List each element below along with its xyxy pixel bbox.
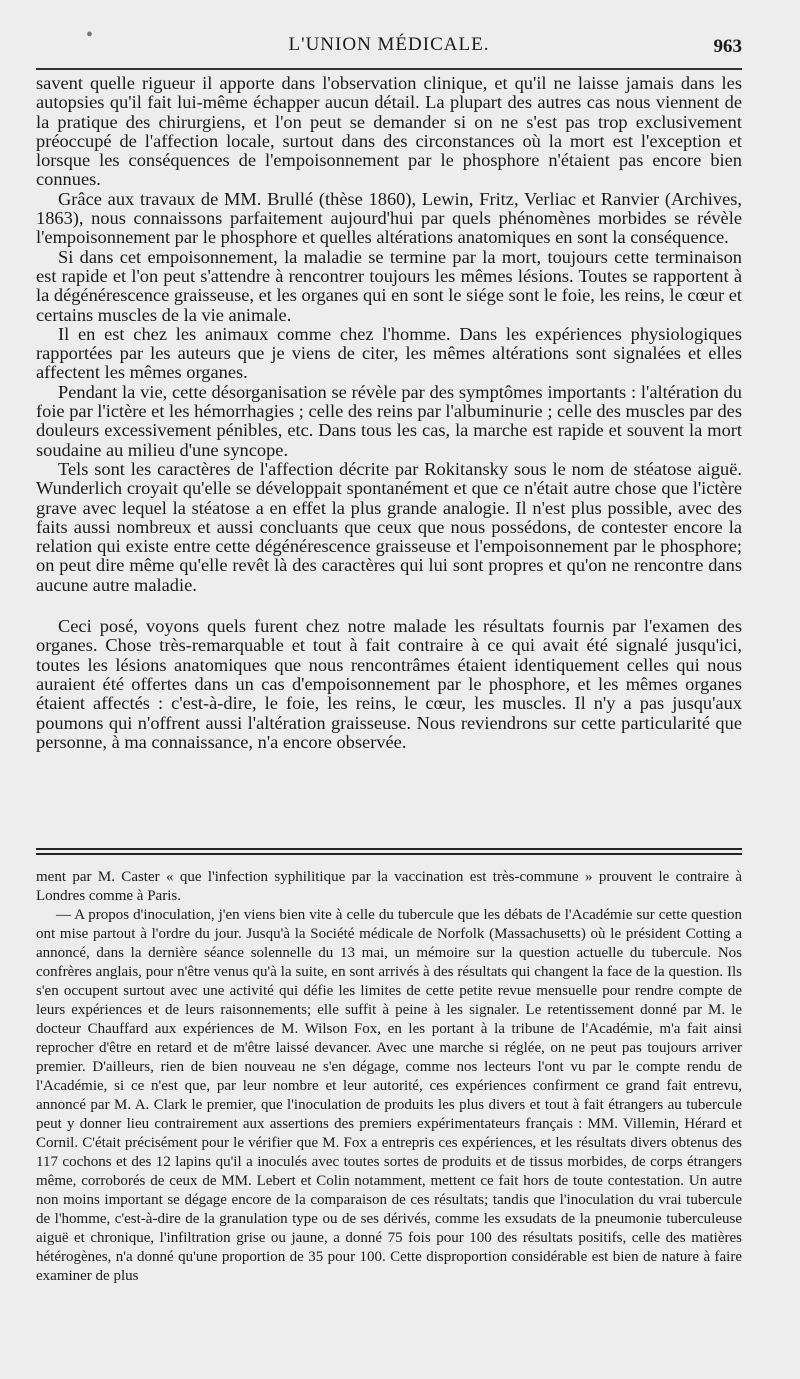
- feuilleton-body: [36, 868, 742, 1286]
- feuilleton-paragraph: — A propos d'inoculation, j'en viens bien vite à celle du tubercule que les débats de l'Académie sur cette question ont mise partout à l'ordre du jour. Jusqu'à la Société médicale de Norfolk (Massachusetts) où le président Cotting a annoncé, dans la dernière séance solennelle du 13 mai, un mémoire sur la question actuelle du tubercule. Nos confrères anglais, pour n'être venus qu'à la suite, en sont arrivés à des résultats qui changent la face de la question. Ils s'en occupent surtout avec une activité qui défie les limites de cette petite revue mensuelle pour rendre compte de leurs expériences et de leurs raisonnements; elle suffit à peine à les signaler. Le retentissement donné par M. le docteur Chauffard aux expériences de M. Wilson Fox, en les portant à la tribune de l'Académie, m'a fait ainsi reprocher d'être en retard et de m'être laissé devancer. Avec une marche si réglée, on ne peut pas toujours arriver premier. D'ailleurs, rien de bien nouveau ne s'en dégage, comme nos lecteurs l'ont vu par le compte rendu de l'Académie, si ce n'est que, par leur nombre et leur autorité, ces expériences confirment ce grand fait entrevu, annoncé par M. A. Clark le premier, que l'inoculation de produits les plus divers et tout à fait étrangers au tubercule peut y donner lieu contrairement aux assertions des premiers expérimentateurs français : MM. Villemin, Hérard et Cornil. C'était précisément pour le vérifier que M. Fox a entrepris ces expériences, et les résultats divers obtenus des 117 cochons et des 12 lapins qu'il a inoculés avec toutes sortes de produits et de tissus morbides, de corps étrangers même, corroborés de ceux de MM. Lebert et Colin notamment, mettent ce fait hors de toute contestation. Un autre non moins important se dégage encore de la comparaison de ces résultats; tandis que l'inoculation du vrai tubercule de l'homme, c'est-à-dire de la granulation type ou de ses dérivés, comme les exsudats de la pneumonie tuberculeuse aiguë et chronique, l'infiltration grise ou jaune, a donné 75 fois pour 100 des résultats positifs, celle des matières hétérogènes, n'a donné qu'une proportion de 35 pour 100. Cette disproportion considérable est bien de nature à faire examiner de plus: [36, 907, 742, 1284]
- page-number: 963: [713, 36, 742, 57]
- article-paragraph: Pendant la vie, cette désorganisation se révèle par des symptômes importants : l'altération du foie par l'ictère et les hémorrhagies ; celle des reins par l'albuminurie ; celle des muscles par des douleurs excessivement pénibles, etc. Dans tous les cas, la marche est rapide et souvent la mort soudaine au milieu d'une syncope.: [36, 381, 742, 460]
- header-rule: [36, 68, 742, 70]
- article-body: [36, 74, 742, 752]
- article-paragraph: Grâce aux travaux de MM. Brullé (thèse 1860), Lewin, Fritz, Verliac et Ranvier (Archives, 1863), nous connaissons parfaitement aujourd'hui par quels phénomènes morbides se révèle l'empoisonnement par le phosphore et quelles altérations anatomiques en sont la conséquence.: [36, 188, 742, 248]
- article-paragraph: Si dans cet empoisonnement, la maladie se termine par la mort, toujours cette terminaison est rapide et l'on peut s'attendre à rencontrer toujours les mêmes lésions. Toutes se rapportent à la dégénérescence graisseuse, et les organes qui en sont le siége sont le foie, les reins, le cœur et certains muscles de la vie animale.: [36, 246, 742, 325]
- article-paragraph: Il en est chez les animaux comme chez l'homme. Dans les expériences physiologiques rapportées par les auteurs que je viens de citer, les mêmes altérations sont signalées et elles affectent les mêmes organes.: [36, 323, 742, 383]
- journal-title: L'UNION MÉDICALE.: [288, 34, 490, 55]
- feuilleton-separator-rule: [36, 853, 742, 855]
- article-paragraph: savent quelle rigueur il apporte dans l'observation clinique, et qu'il ne laisse jamais dans les autopsies qu'il fait lui-même échapper aucun détail. La plupart des autres cas nous viennent de la pratique des chirurgiens, et l'on peut se demander si on ne s'est pas trop exclusivement préoccupé de l'affection locale, surtout dans des circonstances où la mort est l'exception et lorsque les conséquences de l'empoisonnement par le phosphore n'étaient pas encore bien connues.: [36, 73, 742, 190]
- article-paragraph: Tels sont les caractères de l'affection décrite par Rokitansky sous le nom de stéatose aiguë. Wunderlich croyait qu'elle se développait spontanément et que ce n'était autre chose que l'ictère grave avec lequel la stéatose a en effet la plus grande analogie. Il n'est plus possible, avec des faits aussi nombreux et aussi concluants que ceux que nous possédons, de contester encore la relation qui existe entre cette dégénérescence graisseuse et l'empoisonnement par le phosphore; on peut dire même qu'elle revêt là des caractères qui lui sont propres et qu'on ne rencontre dans aucune autre maladie.: [36, 458, 742, 595]
- feuilleton-separator-rule: [36, 848, 742, 850]
- article-paragraph: Ceci posé, voyons quels furent chez notre malade les résultats fournis par l'examen des organes. Chose très-remarquable et tout à fait contraire à ce qui avait été signalé jusqu'ici, toutes les lésions anatomiques que nous rencontrâmes étaient identiquement celles qui nous auraient été offertes dans un cas d'empoisonnement par le phosphore, et les mêmes organes étaient affectés : c'est-à-dire, le foie, les reins, le cœur, les muscles. Il n'y a pas jusqu'aux poumons qui n'offrent aussi l'altération graisseuse. Nous reviendrons sur cette particularité que personne, à ma connaissance, n'a encore observée.: [36, 616, 742, 752]
- page-header: [36, 24, 742, 64]
- ink-dot: •: [86, 24, 94, 46]
- feuilleton-paragraph: ment par M. Caster « que l'infection syphilitique par la vaccination est très-commune » prouvent le contraire à Londres comme à Paris.: [36, 869, 742, 904]
